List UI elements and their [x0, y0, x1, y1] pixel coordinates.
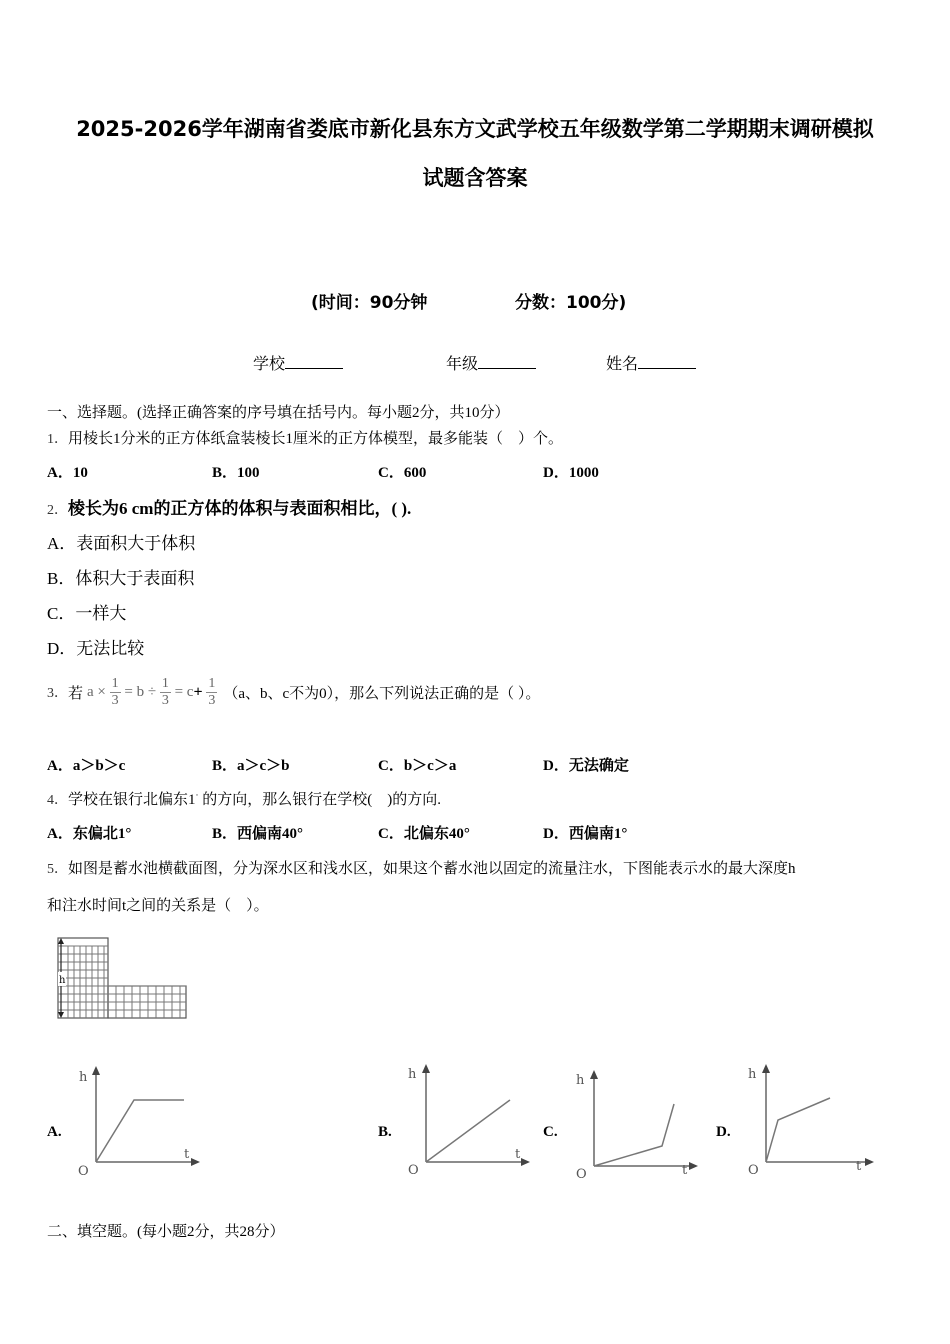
svg-text:O: O — [408, 1163, 419, 1178]
svg-text:t: t — [856, 1159, 862, 1174]
question-number: 4． — [47, 793, 68, 808]
q5-option-b[interactable]: B. — [378, 1124, 392, 1140]
question-5-line1 — [47, 857, 796, 878]
svg-text:h: h — [748, 1067, 757, 1082]
school-blank[interactable] — [285, 354, 343, 369]
q1-option-a[interactable]: A．10 — [47, 465, 88, 481]
svg-text:t: t — [682, 1163, 688, 1178]
q5-option-a[interactable]: A. — [47, 1124, 62, 1140]
q3-option-a[interactable]: A．a＞b＞c — [47, 758, 126, 774]
grade-field[interactable] — [446, 351, 536, 374]
q2-option-b[interactable]: B．体积大于表面积 — [47, 569, 195, 588]
q4-option-c[interactable]: C．北偏东40° — [378, 826, 470, 842]
question-4: 4．学校在银行北偏东1· 的方向，那么银行在学校( )的方向. — [47, 790, 442, 808]
q2-option-c[interactable]: C．一样大 — [47, 604, 127, 623]
fraction-one-third: $\frac{1}{3}$ — [208, 675, 216, 708]
equation — [87, 676, 217, 709]
q3-option-d[interactable]: D．无法确定 — [543, 758, 629, 774]
svg-text:h: h — [59, 975, 66, 986]
q5-option-c[interactable]: C. — [543, 1124, 558, 1140]
question-text: （a、b、c不为0），那么下列说法正确的是（ ）。 — [223, 685, 541, 702]
q4-option-a[interactable]: A．东偏北1° — [47, 826, 132, 842]
question-2 — [47, 494, 411, 519]
graph-c[interactable] — [570, 1064, 702, 1184]
exam-score: 分数：100分) — [515, 293, 627, 313]
q1-option-d[interactable]: D．1000 — [543, 465, 599, 481]
svg-text:O: O — [78, 1164, 89, 1179]
section1-heading: 一、选择题。(选择正确答案的序号填在括号内。每小题2分，共10分） — [47, 405, 510, 421]
section2-heading: 二、填空题。(每小题2分，共28分） — [47, 1224, 285, 1240]
name-blank[interactable] — [638, 354, 696, 369]
q2-option-d[interactable]: D．无法比较 — [47, 639, 145, 658]
equation-a: a × — [87, 683, 106, 700]
graph-b[interactable] — [402, 1058, 534, 1178]
svg-text:O: O — [576, 1167, 587, 1182]
svg-text:h: h — [576, 1073, 585, 1088]
exam-time: (时间：90分钟 — [311, 293, 428, 313]
question-text: 如图是蓄水池横截面图，分为深水区和浅水区，如果这个蓄水池以固定的流量注水，下图能表示水的最大深度h — [68, 861, 796, 877]
question-5-line2: 和注水时间t之间的关系是（ ）。 — [47, 898, 269, 914]
q4-option-d[interactable]: D．西偏南1° — [543, 826, 628, 842]
q5-option-d[interactable]: D. — [716, 1124, 731, 1140]
svg-text:h: h — [408, 1067, 417, 1082]
page-title-line1: 2025-2026学年湖南省娄底市新化县东方文武学校五年级数学第二学期期末调研模拟 — [76, 117, 874, 141]
svg-text:t: t — [515, 1147, 521, 1162]
school-label: 学校 — [253, 356, 286, 373]
svg-text:t: t — [184, 1147, 190, 1162]
grade-label: 年级 — [446, 356, 479, 373]
question-3 — [47, 668, 540, 716]
water-tank-figure — [52, 936, 192, 1024]
question-text-b: 的方向，那么银行在学校( )的方向. — [202, 792, 442, 808]
q1-option-b[interactable]: B．100 — [212, 465, 260, 481]
question-text: 用棱长1分米的正方体纸盒装棱长1厘米的正方体模型，最多能装（ ）个。 — [68, 431, 564, 447]
equation-b: = b ÷ — [124, 683, 157, 700]
svg-text:h: h — [79, 1070, 88, 1085]
graph-a[interactable] — [72, 1062, 204, 1180]
question-number: 3． — [47, 686, 68, 701]
question-number: 5． — [47, 862, 68, 877]
grade-blank[interactable] — [478, 354, 536, 369]
school-field[interactable] — [253, 351, 343, 374]
name-label: 姓名 — [606, 356, 639, 373]
q1-option-c[interactable]: C．600 — [378, 465, 427, 481]
question-1 — [47, 427, 563, 448]
q4-option-b[interactable]: B．西偏南40° — [212, 826, 304, 842]
plus-sign: + — [193, 683, 203, 700]
q2-option-a[interactable]: A．表面积大于体积 — [47, 534, 196, 553]
page-title-line2: 试题含答案 — [422, 166, 528, 190]
fraction-one-third: $\frac{1}{3}$ — [161, 675, 169, 708]
q3-option-b[interactable]: B．a＞c＞b — [212, 758, 290, 774]
fraction-one-third: $\frac{1}{3}$ — [111, 675, 119, 708]
q3-option-c[interactable]: C．b＞c＞a — [378, 758, 457, 774]
question-number: 1． — [47, 432, 68, 447]
equation-c: = c — [174, 683, 194, 700]
name-field[interactable] — [606, 351, 696, 374]
question-prefix: 若 — [68, 685, 84, 702]
graph-d[interactable] — [742, 1058, 878, 1178]
question-text-a: 学校在银行北偏东1 — [68, 792, 196, 808]
question-text: 棱长为6 cm的正方体的体积与表面积相比，( ). — [68, 499, 412, 518]
svg-text:O: O — [748, 1163, 759, 1178]
question-number: 2． — [47, 503, 68, 518]
